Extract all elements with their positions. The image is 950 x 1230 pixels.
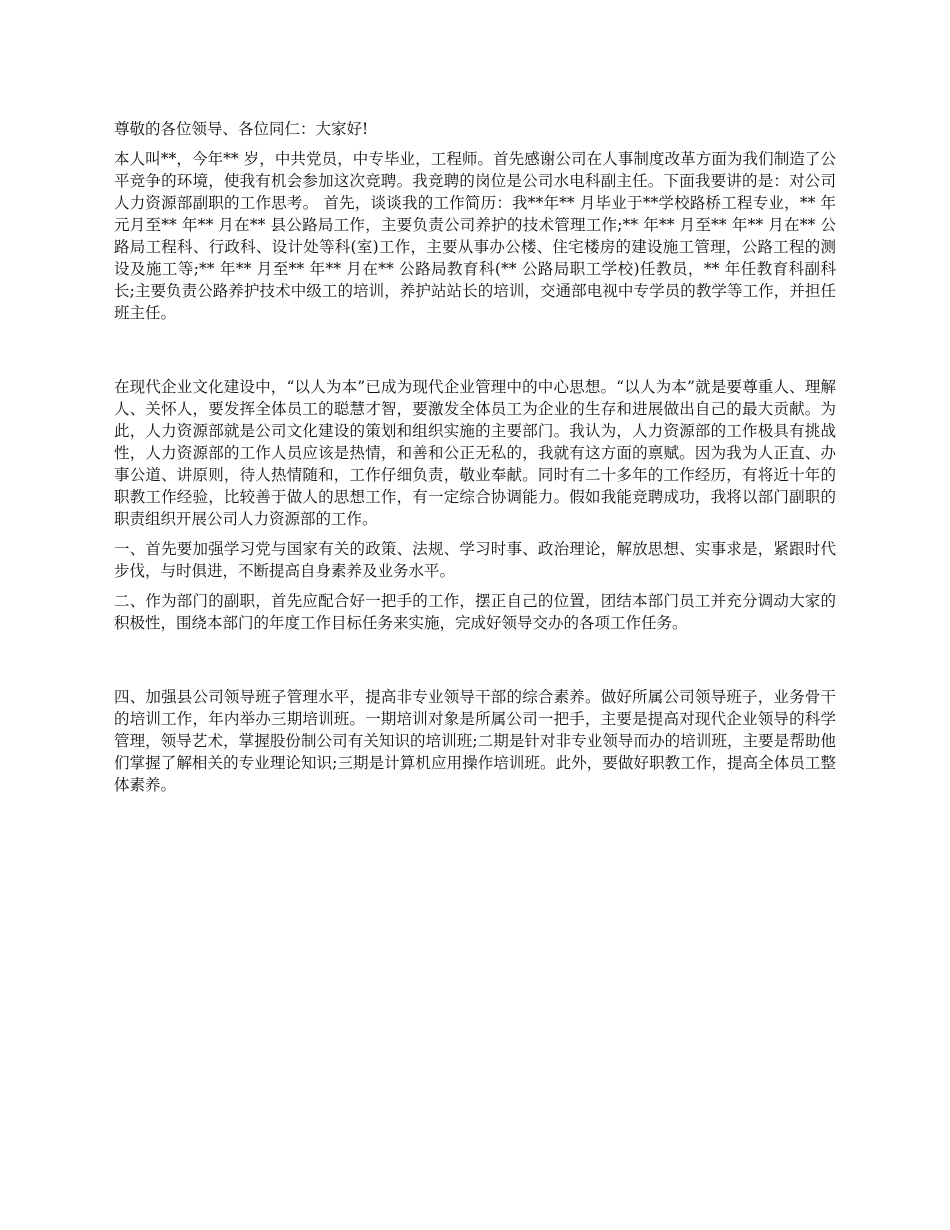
greeting-paragraph: 尊敬的各位领导、各位同仁：大家好! <box>114 120 369 138</box>
corporate-culture-paragraph: 在现代企业文化建设中，“以人为本”已成为现代企业管理中的中心思想。“以人为本”就是要尊重人、理解人、关怀人，要发挥全体员工的聪慧才智，要激发全体员工为企业的生存和进展做出自己的最大贡献。为此，人力资源部就是公司文化建设的策划和组织实施的主要部门。我认为，人力资源部的工作极具有挑战性，人力资源部的工作人员应该是热情，和善和公正无私的，我就有这方面的禀赋。因为我为人正直、办事公道、讲原则，待人热情随和，工作仔细负责，敬业奉献。同时有二十多年的工作经历，有将近十年的职教工作经验，比较善于做人的思想工作，有一定综合协调能力。假如我能竞聘成功，我将以部门副职的职责组织开展公司人力资源部的工作。 <box>114 378 836 528</box>
document-body <box>114 118 836 804</box>
item-two-paragraph: 二、作为部门的副职，首先应配合好一把手的工作，摆正自己的位置，团结本部门员工并充分调动大家的积极性，围绕本部门的年度工作目标任务来实施，完成好领导交办的各项工作任务。 <box>114 592 836 632</box>
paragraph-spacer <box>114 332 836 376</box>
paragraph-spacer <box>114 642 836 686</box>
item-four-paragraph: 四、加强县公司领导班子管理水平，提高非专业领导干部的综合素养。做好所属公司领导班子，业务骨干的培训工作，年内举办三期培训班。一期培训对象是所属公司一把手，主要是提高对现代企业领导的科学管理，领导艺术，掌握股份制公司有关知识的培训班;二期是针对非专业领导而办的培训班，主要是帮助他们掌握了解相关的专业理论知识;三期是计算机应用操作培训班。此外，要做好职教工作，提高全体员工整体素养。 <box>114 688 836 794</box>
item-one-paragraph: 一、首先要加强学习党与国家有关的政策、法规、学习时事、政治理论，解放思想、实事求是，紧跟时代步伐，与时俱进，不断提高自身素养及业务水平。 <box>114 540 836 580</box>
self-introduction-paragraph: 本人叫**，今年** 岁，中共党员，中专毕业，工程师。首先感谢公司在人事制度改革方面为我们制造了公平竞争的环境，使我有机会参加这次竞聘。我竞聘的岗位是公司水电科副主任。下面我要讲的是：对公司人力资源部副职的工作思考。 首先，谈谈我的工作简历：我**年** 月毕业于**学校路桥工程专业，** 年元月至** 年** 月在** 县公路局工作，主要负责公司养护的技术管理工作;** 年** 月至** 年** 月在** 公路局工程科、行政科、设计处等科(室)工作，主要从事办公楼、住宅楼房的建设施工管理，公路工程的测设及施工等;** 年** 月至** 年** 月在** 公路局教育科(** 公路局职工学校)任教员，** 年任教育科副科长;主要负责公路养护技术中级工的培训，养护站站长的培训，交通部电视中专学员的教学等工作，并担任班主任。 <box>114 150 836 322</box>
